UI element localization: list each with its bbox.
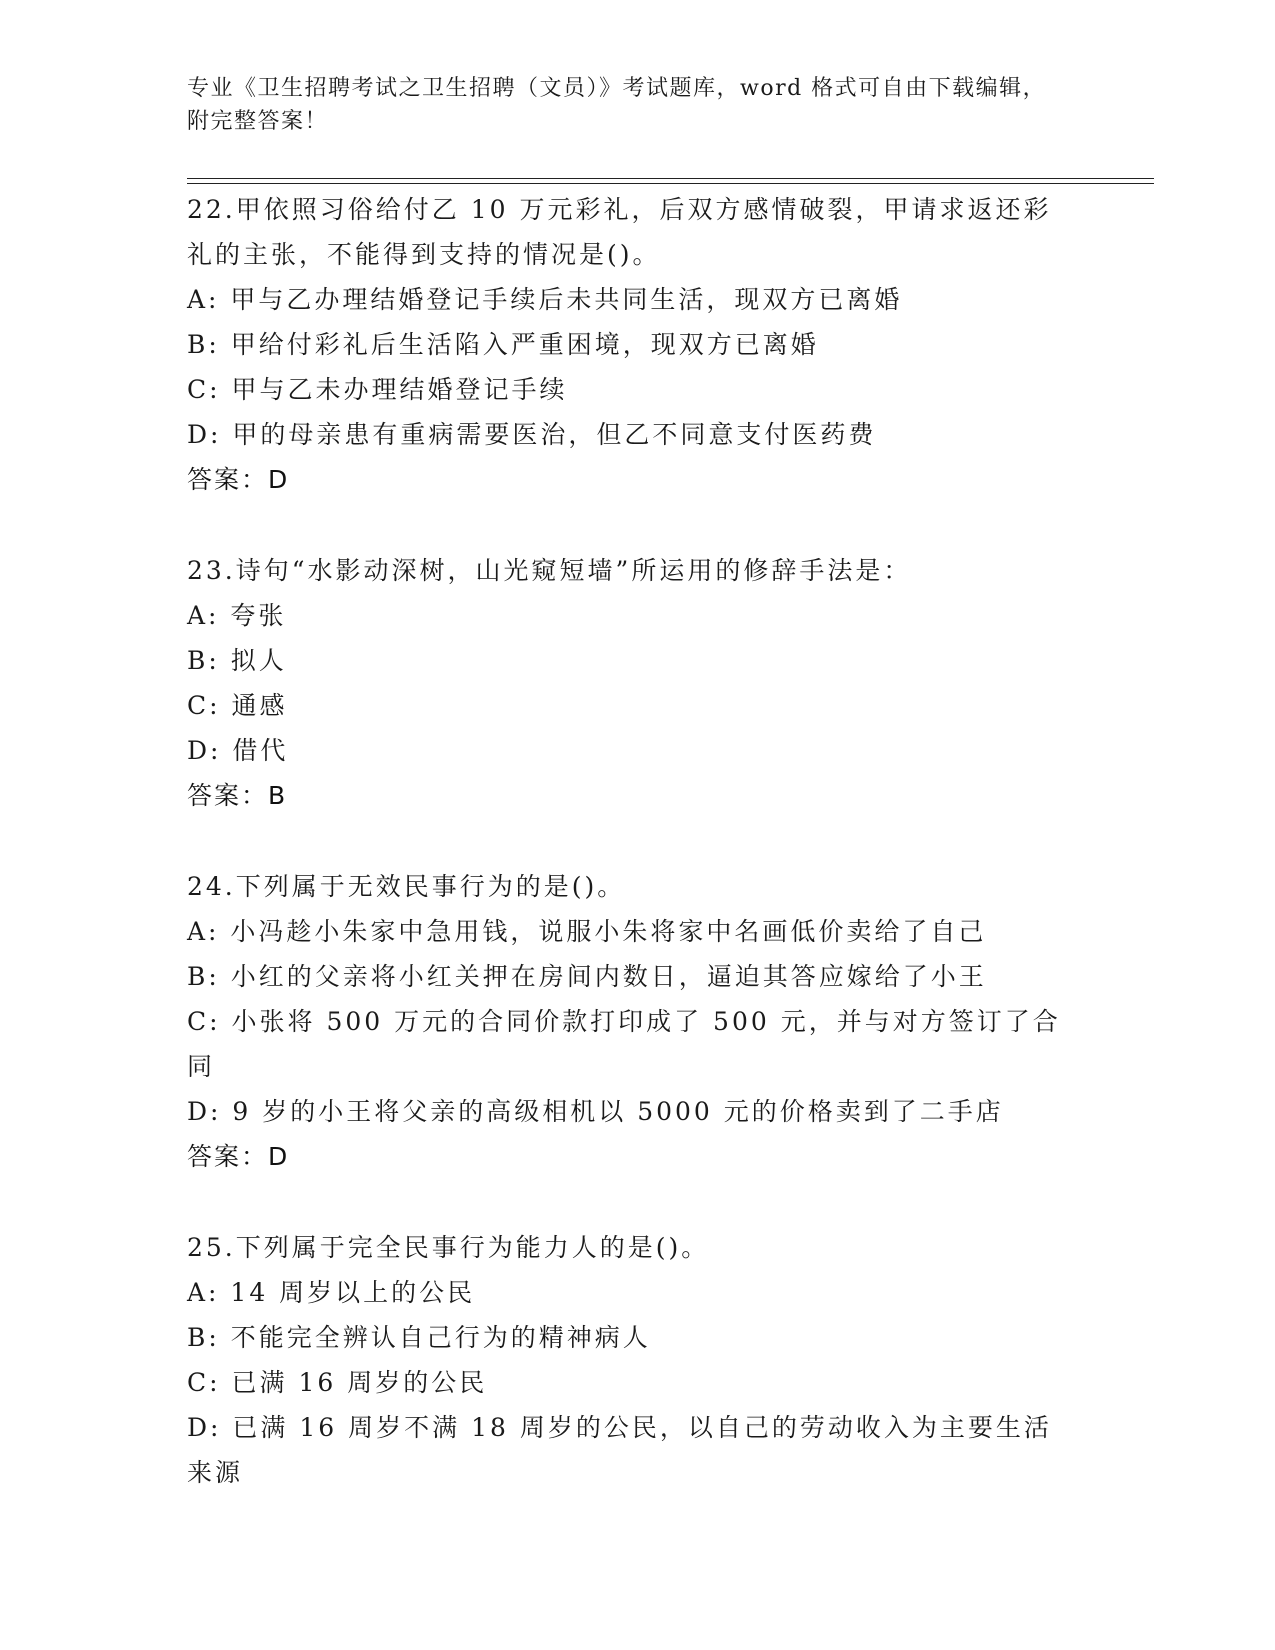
option-a: A: 14 周岁以上的公民 bbox=[187, 1278, 476, 1307]
option-d: D: 9 岁的小王将父亲的高级相机以 5000 元的价格卖到了二手店 bbox=[187, 1097, 1004, 1126]
answer-label: 答案：D bbox=[187, 1142, 290, 1171]
document-header: 专业《卫生招聘考试之卫生招聘（文员）》考试题库，word 格式可自由下载编辑，附完整答案！ bbox=[187, 76, 1047, 134]
question-stem: 24.下列属于无效民事行为的是()。 bbox=[187, 872, 626, 901]
question-stem: 23.诗句“水影动深树，山光窥短墙”所运用的修辞手法是： bbox=[187, 556, 912, 585]
question-stem: 25.下列属于完全民事行为能力人的是()。 bbox=[187, 1233, 710, 1262]
option-c: C: 小张将 500 万元的合同价款打印成了 500 元，并与对方签订了合同 bbox=[187, 1007, 1061, 1081]
option-b: B: 拟人 bbox=[187, 646, 287, 675]
option-a: A: 夸张 bbox=[187, 601, 287, 630]
option-c: C: 已满 16 周岁的公民 bbox=[187, 1368, 488, 1397]
option-b: B: 小红的父亲将小红关押在房间内数日，逼迫其答应嫁给了小王 bbox=[187, 962, 987, 991]
option-a: A: 甲与乙办理结婚登记手续后未共同生活，现双方已离婚 bbox=[187, 285, 903, 314]
question-24 bbox=[187, 864, 1087, 1179]
option-b: B: 甲给付彩礼后生活陷入严重困境，现双方已离婚 bbox=[187, 330, 819, 359]
question-25 bbox=[187, 1225, 1087, 1495]
option-d: D: 甲的母亲患有重病需要医治，但乙不同意支付医药费 bbox=[187, 420, 877, 449]
answer-label: 答案：B bbox=[187, 781, 288, 810]
option-d: D: 借代 bbox=[187, 736, 289, 765]
option-c: C: 通感 bbox=[187, 691, 288, 720]
answer-label: 答案：D bbox=[187, 465, 290, 494]
option-a: A: 小冯趁小朱家中急用钱，说服小朱将家中名画低价卖给了自己 bbox=[187, 917, 987, 946]
question-stem: 22.甲依照习俗给付乙 10 万元彩礼，后双方感情破裂，甲请求返还彩礼的主张，不能得到支持的情况是()。 bbox=[187, 195, 1052, 269]
question-list bbox=[187, 187, 1087, 1541]
header-divider-top bbox=[187, 178, 1154, 179]
option-c: C: 甲与乙未办理结婚登记手续 bbox=[187, 375, 568, 404]
option-d: D: 已满 16 周岁不满 18 周岁的公民，以自己的劳动收入为主要生活来源 bbox=[187, 1413, 1052, 1487]
header-divider-bottom bbox=[187, 183, 1154, 184]
option-b: B: 不能完全辨认自己行为的精神病人 bbox=[187, 1323, 651, 1352]
question-23 bbox=[187, 548, 1087, 818]
question-22 bbox=[187, 187, 1087, 502]
